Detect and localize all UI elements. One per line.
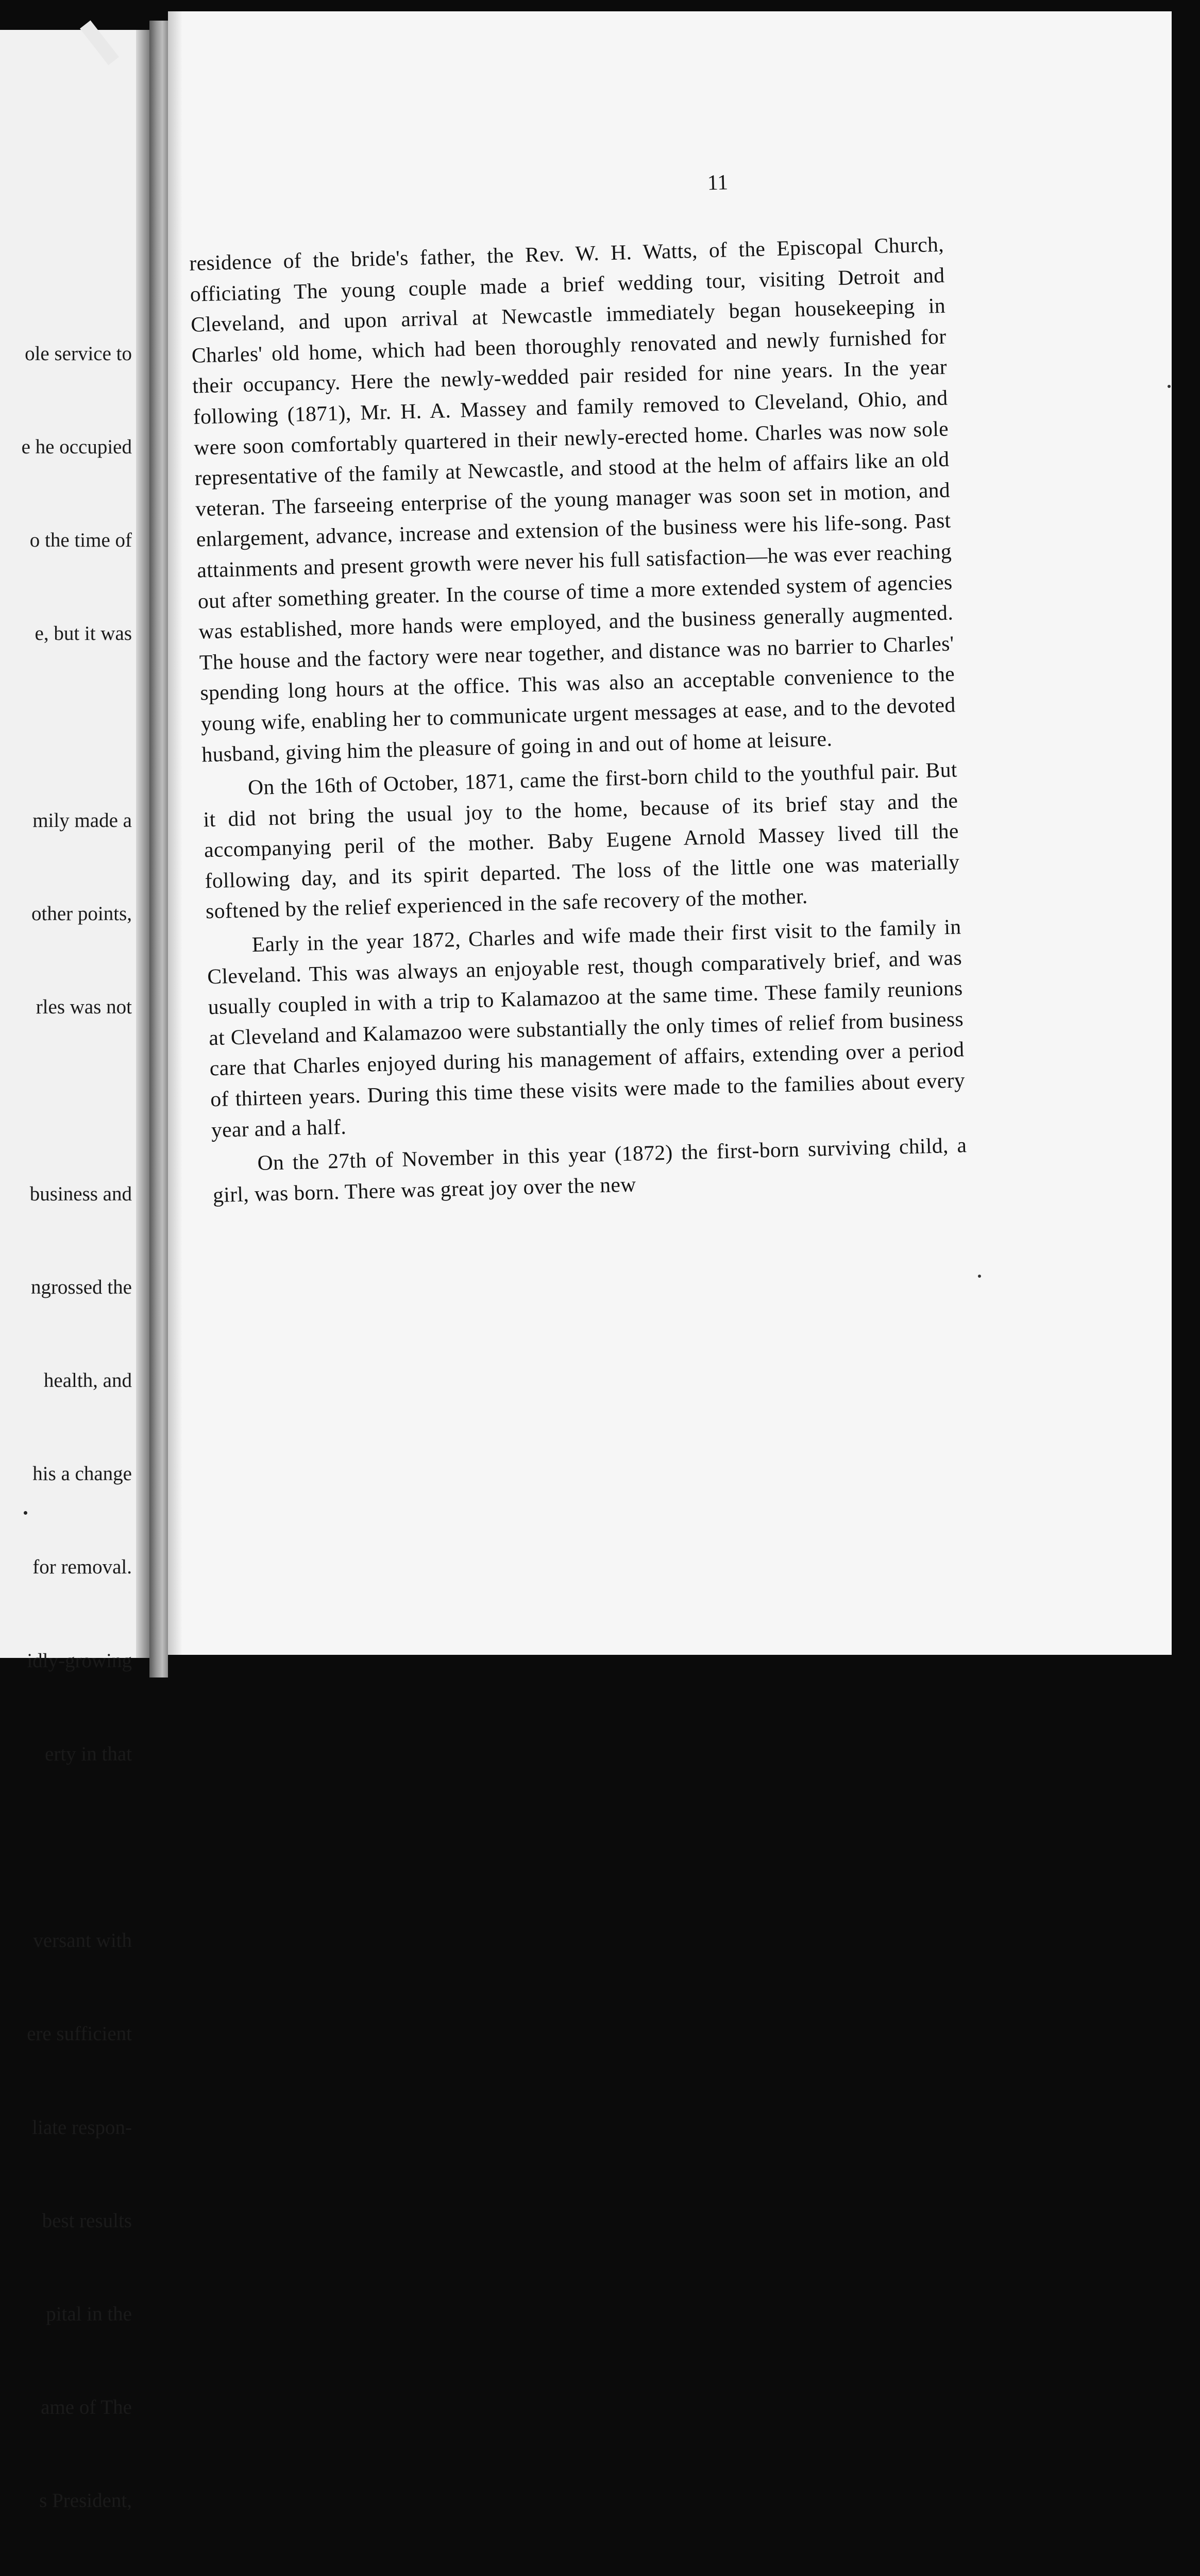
page-edge-shadow [168,11,182,1655]
text-line: his a change [32,1463,132,1485]
text-line: versant with [33,1929,132,1952]
text-line: other points, [31,903,132,925]
text-line: mily made a [32,809,132,832]
text-line: e he occupied [21,436,132,459]
text-line: pital in the [46,2303,132,2326]
text-line: liate respon- [32,2116,132,2139]
previous-page-fragment [0,30,149,2512]
text-line: for removal. [32,1556,132,1579]
paragraph: Early in the year 1872, Charles and wife made their first visit to the family in Cleveland. This was always an enjoyable rest, though comparatively brief, and was usually coupled in with a trip to Kalamazoo at the same time. These family reunions at Cleveland and Kalamazoo were substantially the only times of relief from business care that Charles enjoyed during his management of affairs, extending over a period of thirteen years. During this time these visits were made to the families about every year and a half. [207,914,966,1142]
book-spine [149,21,168,1677]
page-body [189,229,968,1214]
paragraph: On the 16th of October, 1871, came the first-born child to the youthful pair. But it did not bring the usual joy to the home, because of its brief stay and the accompanying peril of the mother. Baby Eugene Arnold Massey lived till the following day, and its spirit departed. The loss of the little one was materially softened by the relief experienced in the safe recovery of the mother. [203,757,960,923]
text-line: o the time of [29,529,132,552]
ink-speck [1168,385,1171,388]
text-line [0,1085,132,1116]
text-line: rles was not [36,996,132,1019]
paragraph: residence of the bride's father, the Rev. W. H. Watts, of the Episcopal Church, officiating The young couple made a brief wedding tour, visiting Detroit and Cleveland, and upon arrival at Newcastle immediately began housekeeping in Charles' old home, which had been thoroughly renovated and newly furnished for their occupancy. Here the newly-wedded pair resided for nine years. In the year following (1871), Mr. H. A. Massey and family removed to Cleveland, Ohio, and were soon comfortably quartered in their newly-erected home. Charles was now sole representative of the family at Newcastle, and stood at the helm of affairs like an old veteran. The farseeing enterprise of the young manager was soon set in motion, and enlargement, advance, increase and extension of the business were his life-song. Past attainments and present growth were never his full satisfaction—he was ever reaching out after something greater. In the course of time a more extended system of agencies was established, more hands were employed, and the business generally augmented. The house and the factory were near together, and distance was no barrier to Charles' spending long hours at the office. This was also an acceptable convenience to the young wife, enabling her to communicate urgent messages at ease, and to the devoted husband, giving him the pleasure of going in and out of home at leisure. [189,232,956,767]
text-line: best results [42,2209,132,2232]
text-line: idly-growing [27,1649,132,1672]
ink-speck [24,1511,27,1515]
text-line: e, but it was [35,622,132,645]
text-line: health, and [43,1369,132,1392]
text-line: ere sufficient [27,2023,132,2045]
gutter-shadow [136,30,149,1658]
text-line: ame of The [41,2396,132,2419]
paragraph: On the 27th of November in this year (1872) the first-born surviving child, a girl, was born. There was great joy over the new [212,1133,967,1207]
text-line: s President, [39,2489,132,2512]
text-line [0,712,132,743]
text-line: business and [29,1182,132,1205]
text-line: erty in that [45,1742,132,1765]
ink-speck [978,1275,981,1278]
text-line: ole service to [25,342,132,365]
page-number: 11 [707,171,729,195]
text-line [0,1832,132,1863]
previous-page-text [0,276,132,2576]
page-corner-highlight [80,21,119,65]
text-line: ngrossed the [30,1276,132,1298]
page-text-block [182,0,1200,1556]
current-page [168,11,1172,1655]
